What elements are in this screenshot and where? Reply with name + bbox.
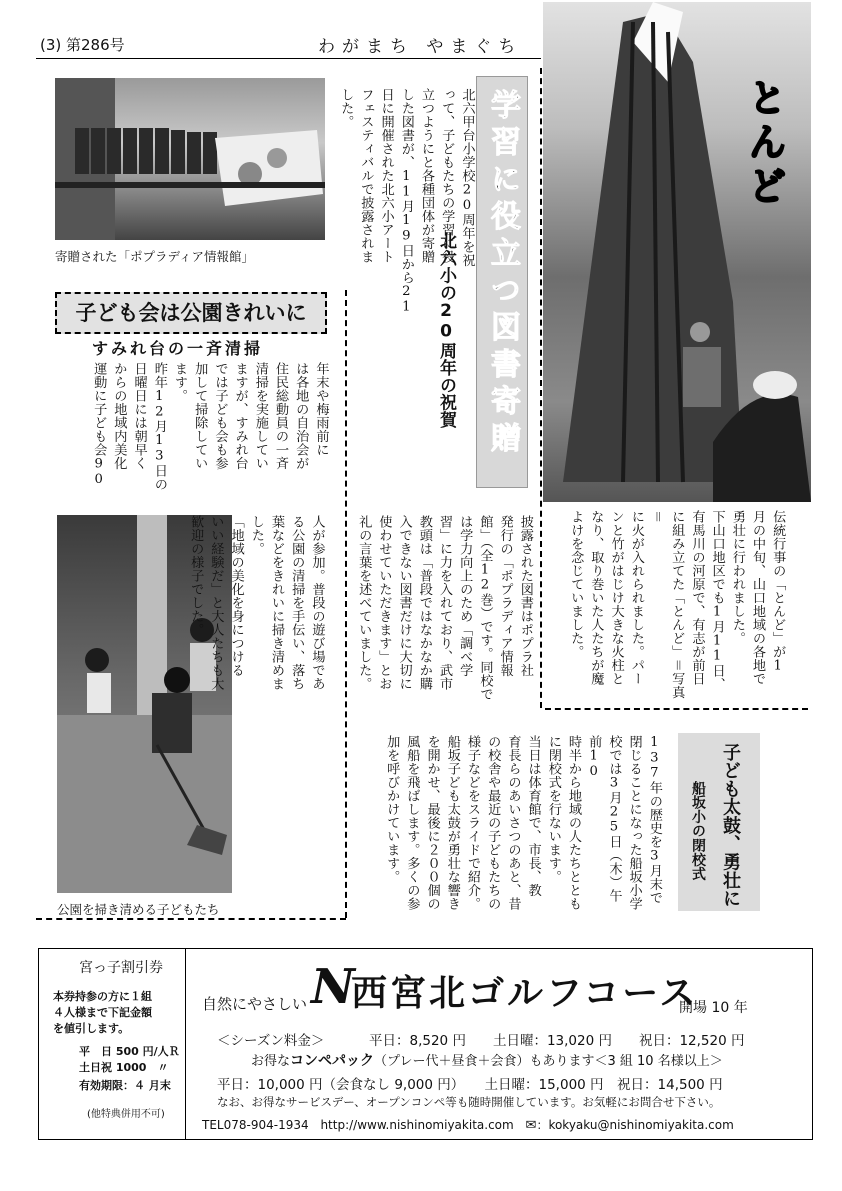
season-fee-label: ＜シーズン料金＞: [217, 1033, 325, 1049]
cleanup-article-body: 年末や梅雨前に は各地の自治会が 住民総動員の一斉 清掃を実施してい ますが、すみれ台 では子ども会も参 加して掃除してい ます。 昨年12月13日の 日曜日には朝早く からの地域内美化 運動に子ども会90: [91, 362, 329, 491]
conpe-suffix: （プレー代＋昼食＋会食）もあります＜3 組 10 名様以上＞: [374, 1054, 723, 1069]
mail-icon: ✉: [525, 1118, 537, 1133]
cleanup-headline: 子ども会は公園きれいに: [75, 301, 307, 325]
discount-coupon: [39, 949, 186, 1139]
cleanup-subhead: すみれ台の一斉清掃: [92, 339, 264, 358]
library-books-illustration: [55, 78, 325, 240]
conpe-name: コンペパック: [290, 1053, 375, 1069]
library-headline-box: [476, 76, 528, 488]
golf-advertisement: [38, 948, 813, 1140]
library-article-body: 北六甲台小学校20周年を祝 って、子どもたちの学習に役 立つようにと各種団体が寄贈 した図書が、11月19日から21 日に開催された北六小アート フェスティバルで披露されま した。: [338, 88, 475, 315]
cleanup-border-bottom: [36, 918, 346, 920]
cleanup-border-right: [345, 290, 347, 918]
phone-number: TEL078-904-1934: [202, 1118, 309, 1132]
coupon-text: 本券持参の方に１組 ４人様まで下記金額 を値引します。: [53, 990, 152, 1035]
library-books-photo: [55, 78, 325, 240]
tondo-article-body: 伝統行事の「とんど」が1 月の中旬、山口地域の各地で 勇壮に行われました。 下山口地区でも1月11日、 有馬川の河原で、有志が前日 に組み立てた「とんど」＝写真＝ に火が入れられました。パー ンと竹がはじけ大きな火柱と なり、取り巻いた人たちが魔 よけを念じていました。: [568, 510, 786, 699]
cleanup-photo-caption: 公園を掃き清める子どもたち: [57, 902, 220, 917]
tondo-photo-title: とんど: [742, 78, 786, 210]
library-photo-caption: 寄贈された「ポプラディア情報館」: [55, 249, 255, 264]
library-subhead: 北六小の20周年の祝賀: [436, 232, 456, 429]
conpe-fee: 平日：10,000 円（会食なし 9,000 円） 土日曜：15,000 円 祝日：14,500 円: [217, 1077, 723, 1093]
golf-logo-mark: N: [311, 959, 355, 1015]
website-url[interactable]: http://www.nishinomiyakita.com: [320, 1118, 514, 1132]
tondo-photo: [543, 2, 811, 502]
closing-subhead: 船坂小の閉校式: [690, 781, 706, 882]
ad-contact-line: [202, 1116, 734, 1133]
cleanup-article-body-continued: 人が参加。普段の遊び場であ る公園の清掃を手伝い、落ち 葉などをきれいに掃き清めま した。 「地域の美化を身につける いい経験だ」と大人たちも大 歓迎の様子でした。: [188, 515, 325, 691]
cleanup-headline-box: [55, 292, 327, 334]
header-rule: [36, 58, 541, 59]
library-border-bottom: [545, 708, 808, 710]
library-headline: 学習に役立つ図書寄贈: [485, 89, 520, 459]
service-notice: なお、お得なサービスデー、オープンコンペ等も随時開催しています。お気軽にお問合せ下さい。: [217, 1095, 721, 1109]
ad-tagline: 自然にやさしい: [202, 995, 308, 1013]
closing-headline-box: [678, 733, 760, 911]
tondo-bonfire-illustration: [543, 2, 811, 502]
anniversary-label: 開場 10 年: [679, 1000, 748, 1016]
golf-course-name: 西宮北ゴルフコース: [351, 973, 699, 1014]
library-article-body-continued: 披露された図書はポプラ社 発行の「ポプラディア情報 館」（全12巻）です。同校で は学力向上のため「調べ学 習」に力を入れており、武市 教頭は「普段ではなかなか購 入できない図書だけに大切に 使わせていただきます」とお 礼の言葉を述べていました。: [356, 515, 533, 701]
coupon-expiry: 有効期限：４ 月末: [79, 1079, 171, 1092]
conpe-line: [251, 1050, 723, 1070]
season-fee: 平日：8,520 円 土日曜：13,020 円 祝日：12,520 円: [369, 1033, 745, 1049]
closing-headline: 子ども太鼓、勇壮に: [720, 743, 741, 908]
paper-title: わがまち やまぐち: [318, 37, 523, 57]
coupon-title: 宮っ子割引券: [79, 960, 163, 976]
email-address[interactable]: ：kokyaku@nishinomiyakita.com: [536, 1118, 734, 1132]
closing-article-body: 137年の歴史を3月末で 閉じることになった船坂小学 校では3月25日（木）午前10 時半から地域の人たちととも に閉校式を行ないます。 当日は体育館で、市長、教 育長らのあいさつのあと、昔 の校舎や最近の子どもたちの 様子などをスライドで紹介。 船坂子ども太鼓が勇壮な響き を開かせ、最後に２００個の 風船を飛ばします。多くの参 加を呼びかけています。: [384, 735, 662, 911]
coupon-note: (他特典併用不可): [87, 1109, 165, 1120]
conpe-prefix: お得な: [251, 1054, 291, 1069]
issue-number: (3) 第286号: [40, 36, 125, 54]
coupon-rate-weekday: 平 日 500 円/人Ｒ: [79, 1045, 180, 1058]
coupon-rate-weekend: 土日祝 1000 〃: [79, 1061, 169, 1074]
library-border-right: [540, 68, 542, 708]
